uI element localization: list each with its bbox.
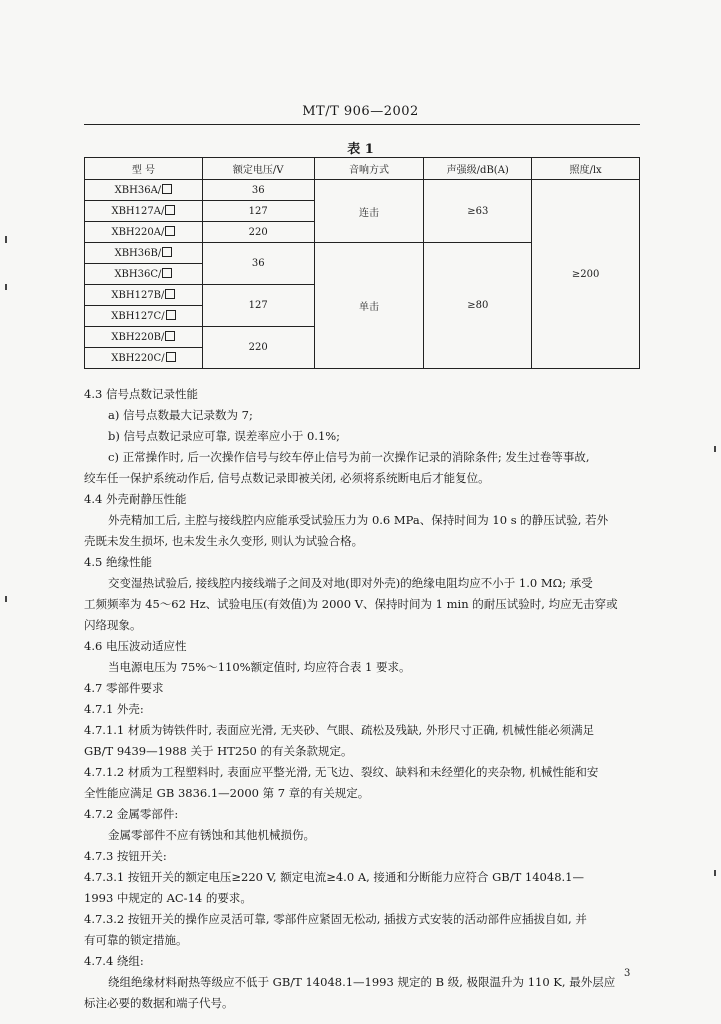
blank-box: [166, 310, 176, 320]
blank-box: [162, 184, 172, 194]
text-line: 金属零部件不应有锈蚀和其他机械损伤。: [108, 828, 315, 842]
model-cell: XBH220C/: [85, 348, 203, 369]
text-line: c) 正常操作时, 后一次操作信号与绞车停止信号为前一次操作记录的消除条件; 发生过卷等事故,: [108, 450, 590, 464]
intensity-cell: ≥80: [424, 243, 532, 369]
sound-mode-cell: 连击: [314, 180, 424, 243]
text-line: 4.5 绝缘性能: [84, 555, 152, 569]
blank-box: [165, 331, 175, 341]
text-line: 有可靠的锁定措施。: [84, 933, 188, 947]
col-header: 型 号: [85, 158, 203, 180]
blank-box: [162, 268, 172, 278]
sound-mode-cell: 单击: [314, 243, 424, 369]
voltage-cell: 220: [202, 327, 314, 369]
text-line: 4.3 信号点数记录性能: [84, 387, 198, 401]
scan-mark: [714, 446, 716, 452]
text-line: 4.7.3.1 按钮开关的额定电压≥220 V, 额定电流≥4.0 A, 接通和分断能力应符合 GB/T 14048.1—: [84, 870, 584, 884]
text-line: a) 信号点数最大记录数为 7;: [108, 408, 253, 422]
voltage-cell: 127: [202, 201, 314, 222]
blank-box: [165, 226, 175, 236]
text-line: 标注必要的数据和端子代号。: [84, 996, 234, 1010]
voltage-cell: 36: [202, 180, 314, 201]
model-cell: XBH36B/: [85, 243, 203, 264]
text-line: 4.7.1 外壳:: [84, 702, 144, 716]
col-header: 音响方式: [314, 158, 424, 180]
voltage-cell: 127: [202, 285, 314, 327]
text-line: 4.7.2 金属零部件:: [84, 807, 179, 821]
text-line: 4.7.4 绕组:: [84, 954, 144, 968]
model-cell: XBH220A/: [85, 222, 203, 243]
model-cell: XBH127A/: [85, 201, 203, 222]
text-line: 壳既未发生损坏, 也未发生永久变形, 则认为试验合格。: [84, 534, 364, 548]
page-header: MT/T 906—2002: [302, 104, 419, 119]
text-line: 外壳精加工后, 主腔与接线腔内应能承受试验压力为 0.6 MPa、保持时间为 10 s 的静压试验, 若外: [108, 513, 609, 527]
model-cell: XBH36A/: [85, 180, 203, 201]
col-header: 声强级/dB(A): [424, 158, 532, 180]
col-header: 额定电压/V: [202, 158, 314, 180]
text-line: 4.6 电压波动适应性: [84, 639, 187, 653]
text-line: b) 信号点数记录应可靠, 误差率应小于 0.1%;: [108, 429, 341, 443]
text-line: 4.7.3 按钮开关:: [84, 849, 167, 863]
blank-box: [165, 289, 175, 299]
text-line: 绕组绝缘材料耐热等级应不低于 GB/T 14048.1—1993 规定的 B 级, 极限温升为 110 K, 最外层应: [108, 975, 616, 989]
text-line: 4.7 零部件要求: [84, 681, 164, 695]
scan-mark: [714, 870, 716, 876]
model-cell: XBH127C/: [85, 306, 203, 327]
text-line: GB/T 9439—1988 关于 HT250 的有关条款规定。: [84, 744, 353, 758]
text-line: 工频频率为 45～62 Hz、试验电压(有效值)为 2000 V、保持时间为 1 min 的耐压试验时, 均应无击穿或: [84, 597, 618, 611]
intensity-cell: ≥63: [424, 180, 532, 243]
voltage-cell: 36: [202, 243, 314, 285]
text-line: 4.7.1.2 材质为工程塑料时, 表面应平整光滑, 无飞边、裂纹、缺料和未经塑化的夹杂物, 机械性能和安: [84, 765, 599, 779]
text-line: 1993 中规定的 AC-14 的要求。: [84, 891, 252, 905]
text-line: 全性能应满足 GB 3836.1—2000 第 7 章的有关规定。: [84, 786, 370, 800]
table-caption: 表 1: [347, 142, 374, 157]
col-header: 照度/lx: [532, 158, 640, 180]
blank-box: [166, 352, 176, 362]
text-line: 绞车任一保护系统动作后, 信号点数记录即被关闭, 必须将系统断电后才能复位。: [84, 471, 490, 485]
body-text: [84, 384, 640, 1014]
table-row: [85, 180, 640, 201]
model-cell: XBH127B/: [85, 285, 203, 306]
header-rule: [84, 124, 640, 125]
text-line: 4.7.1.1 材质为铸铁件时, 表面应光滑, 无夹砂、气眼、疏松及残缺, 外形尺寸正确, 机械性能必须满足: [84, 723, 595, 737]
illuminance-cell: ≥200: [532, 180, 640, 369]
scan-mark: [5, 284, 7, 290]
text-line: 闪络现象。: [84, 618, 142, 632]
spec-table: [84, 157, 640, 369]
scan-mark: [5, 236, 7, 243]
blank-box: [165, 205, 175, 215]
model-cell: XBH220B/: [85, 327, 203, 348]
voltage-cell: 220: [202, 222, 314, 243]
text-line: 交变湿热试验后, 接线腔内接线端子之间及对地(即对外壳)的绝缘电阻均应不小于 1.0 MΩ; 承受: [108, 576, 593, 590]
text-line: 4.4 外壳耐静压性能: [84, 492, 187, 506]
scan-mark: [5, 596, 7, 602]
text-line: 4.7.3.2 按钮开关的操作应灵活可靠, 零部件应紧固无松动, 插拔方式安装的活动部件应插拔自如, 并: [84, 912, 587, 926]
table-header-row: [85, 158, 640, 180]
page-number: 3: [624, 968, 631, 979]
text-line: 当电源电压为 75%～110%额定值时, 均应符合表 1 要求。: [108, 660, 411, 674]
blank-box: [162, 247, 172, 257]
model-cell: XBH36C/: [85, 264, 203, 285]
